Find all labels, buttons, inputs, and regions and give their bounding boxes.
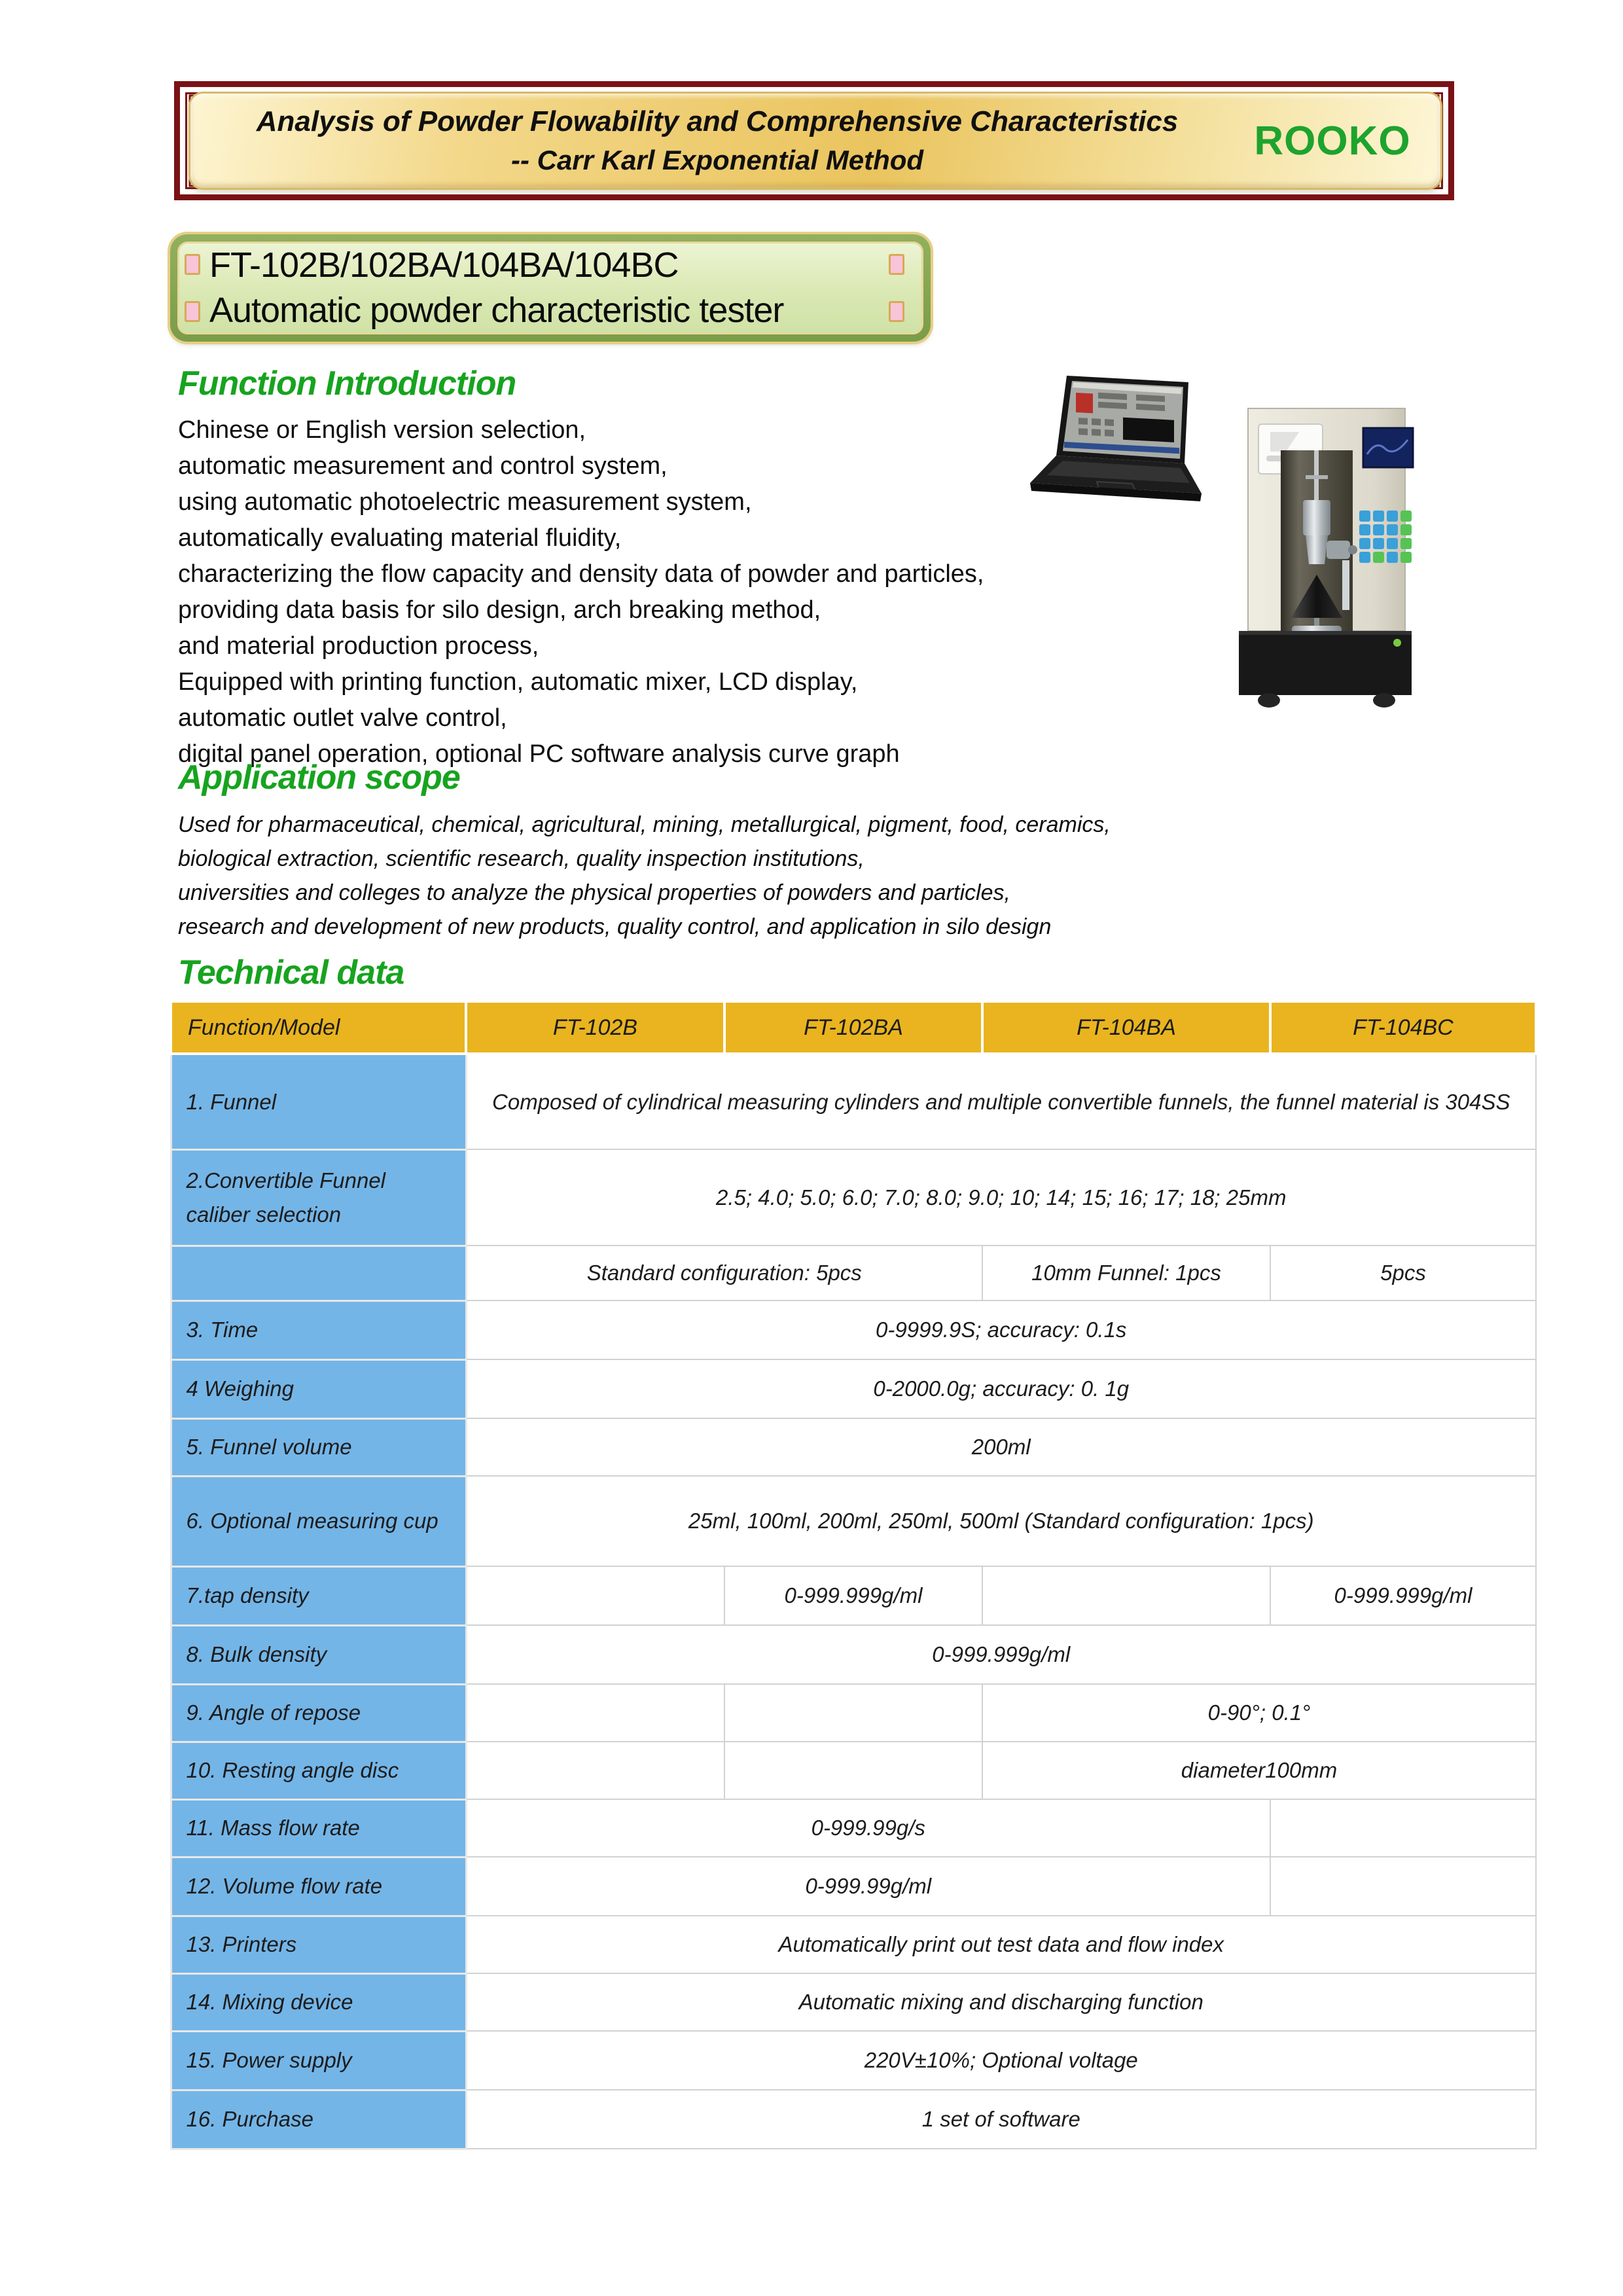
laptop-image (1026, 372, 1213, 518)
table-row-time (171, 1300, 1536, 1359)
row-value: 25ml, 100ml, 200ml, 250ml, 500ml (Standard configuration: 1pcs) (466, 1476, 1536, 1566)
banner-title-line1: Analysis of Powder Flowability and Comprehensive Characteristics (256, 105, 1179, 137)
column-header-ft102b: FT-102B (466, 1001, 724, 1054)
table-row-caliber (171, 1149, 1536, 1246)
row-label: 9. Angle of repose (171, 1684, 466, 1742)
table-row-angle-of-repose (171, 1684, 1536, 1742)
pin-decoration (889, 301, 904, 322)
table-row-measuring-cup (171, 1476, 1536, 1566)
row-value: Composed of cylindrical measuring cylinders and multiple convertible funnels, the funnel material is 304SS (466, 1054, 1536, 1149)
row-label: 16. Purchase (171, 2090, 466, 2149)
table-row-power-supply (171, 2031, 1536, 2090)
row-label: 3. Time (171, 1300, 466, 1359)
row-value: 0-999.99g/s (466, 1799, 1270, 1857)
column-header-ft102ba: FT-102BA (724, 1001, 982, 1054)
title-banner (188, 92, 1442, 190)
row-label: 5. Funnel volume (171, 1418, 466, 1476)
row-value: 0-9999.9S; accuracy: 0.1s (466, 1300, 1536, 1359)
row-value-empty (466, 1684, 724, 1742)
intro-line: automatically evaluating material fluidity, (178, 524, 622, 552)
application-line: Used for pharmaceutical, chemical, agricultural, mining, metallurgical, pigment, food, ceramics, (178, 812, 1111, 837)
row-value-empty (1270, 1857, 1536, 1916)
pin-decoration (185, 301, 200, 322)
row-value: 220V±10%; Optional voltage (466, 2031, 1536, 2090)
row-value: Automatically print out test data and flow index (466, 1916, 1536, 1973)
intro-line: Chinese or English version selection, (178, 416, 586, 444)
row-label: 2.Convertible Funnel caliber selection (171, 1149, 466, 1246)
row-value: 0-999.999g/ml (466, 1625, 1536, 1684)
application-line: universities and colleges to analyze the physical properties of powders and particles, (178, 880, 1010, 905)
row-value: 0-999.99g/ml (466, 1857, 1270, 1916)
table-row-volume-flow-rate (171, 1857, 1536, 1916)
row-value: 0-2000.0g; accuracy: 0. 1g (466, 1359, 1536, 1418)
pin-decoration (889, 254, 904, 275)
intro-line: automatic outlet valve control, (178, 704, 507, 732)
table-row-caliber-config (171, 1246, 1536, 1300)
table-header-row (171, 1001, 1536, 1054)
row-value: 1 set of software (466, 2090, 1536, 2149)
table-row-mass-flow-rate (171, 1799, 1536, 1857)
intro-line: automatic measurement and control system, (178, 452, 668, 480)
table-row-printers (171, 1916, 1536, 1973)
row-label-empty (171, 1246, 466, 1300)
product-name: Automatic powder characteristic tester (209, 291, 784, 330)
table-row-purchase (171, 2090, 1536, 2149)
row-value: Standard configuration: 5pcs (466, 1246, 982, 1300)
row-label: 1. Funnel (171, 1054, 466, 1149)
banner-title-line2: -- Carr Karl Exponential Method (510, 145, 924, 176)
row-value: 0-999.999g/ml (1270, 1566, 1536, 1625)
column-header-function-model: Function/Model (171, 1001, 466, 1054)
application-scope-text (178, 808, 1111, 944)
row-label: 15. Power supply (171, 2031, 466, 2090)
intro-line: providing data basis for silo design, arch breaking method, (178, 596, 821, 624)
table-row-funnel (171, 1054, 1536, 1149)
intro-line: using automatic photoelectric measurement system, (178, 488, 752, 516)
product-title-box (170, 234, 931, 342)
row-value: 2.5; 4.0; 5.0; 6.0; 7.0; 8.0; 9.0; 10; 14; 15; 16; 17; 18; 25mm (466, 1149, 1536, 1246)
row-value: diameter100mm (982, 1742, 1536, 1799)
table-row-weighing (171, 1359, 1536, 1418)
row-value: 0-999.999g/ml (724, 1566, 982, 1625)
row-label: 13. Printers (171, 1916, 466, 1973)
row-value-empty (466, 1742, 724, 1799)
row-value-empty (466, 1566, 724, 1625)
table-row-tap-density (171, 1566, 1536, 1625)
application-line: research and development of new products, quality control, and application in silo design (178, 914, 1052, 939)
technical-table (169, 1000, 1537, 2150)
row-label: 14. Mixing device (171, 1973, 466, 2031)
row-label: 12. Volume flow rate (171, 1857, 466, 1916)
row-label: 10. Resting angle disc (171, 1742, 466, 1799)
technical-data-heading: Technical data (178, 954, 404, 992)
row-label: 11. Mass flow rate (171, 1799, 466, 1857)
table-row-resting-angle-disc (171, 1742, 1536, 1799)
application-line: biological extraction, scientific research, quality inspection institutions, (178, 846, 865, 871)
row-value: Automatic mixing and discharging function (466, 1973, 1536, 2031)
intro-line: Equipped with printing function, automatic mixer, LCD display, (178, 668, 858, 696)
intro-line: and material production process, (178, 632, 539, 660)
table-row-bulk-density (171, 1625, 1536, 1684)
machine-image (1207, 391, 1448, 709)
row-label: 7.tap density (171, 1566, 466, 1625)
column-header-ft104ba: FT-104BA (982, 1001, 1270, 1054)
intro-line: digital panel operation, optional PC software analysis curve graph (178, 740, 900, 768)
pin-decoration (185, 254, 200, 275)
function-introduction-heading: Function Introduction (178, 365, 516, 403)
row-label: 4 Weighing (171, 1359, 466, 1418)
row-label: 8. Bulk density (171, 1625, 466, 1684)
table-row-mixing-device (171, 1973, 1536, 2031)
row-value: 0-90°; 0.1° (982, 1684, 1536, 1742)
row-value-empty (982, 1566, 1270, 1625)
row-value: 5pcs (1270, 1246, 1536, 1300)
row-value-empty (724, 1742, 982, 1799)
row-value: 200ml (466, 1418, 1536, 1476)
banner-title (190, 102, 1224, 180)
row-value-empty (724, 1684, 982, 1742)
row-value-empty (1270, 1799, 1536, 1857)
row-label: 6. Optional measuring cup (171, 1476, 466, 1566)
row-value: 10mm Funnel: 1pcs (982, 1246, 1270, 1300)
function-introduction-text (178, 412, 984, 772)
intro-line: characterizing the flow capacity and density data of powder and particles, (178, 560, 984, 588)
table-row-funnel-volume (171, 1418, 1536, 1476)
rooko-logo: ROOKO (1254, 118, 1411, 164)
application-scope-heading: Application scope (178, 759, 460, 797)
column-header-ft104bc: FT-104BC (1270, 1001, 1536, 1054)
product-models: FT-102B/102BA/104BA/104BC (209, 245, 679, 285)
product-title-box-inner (177, 242, 923, 334)
